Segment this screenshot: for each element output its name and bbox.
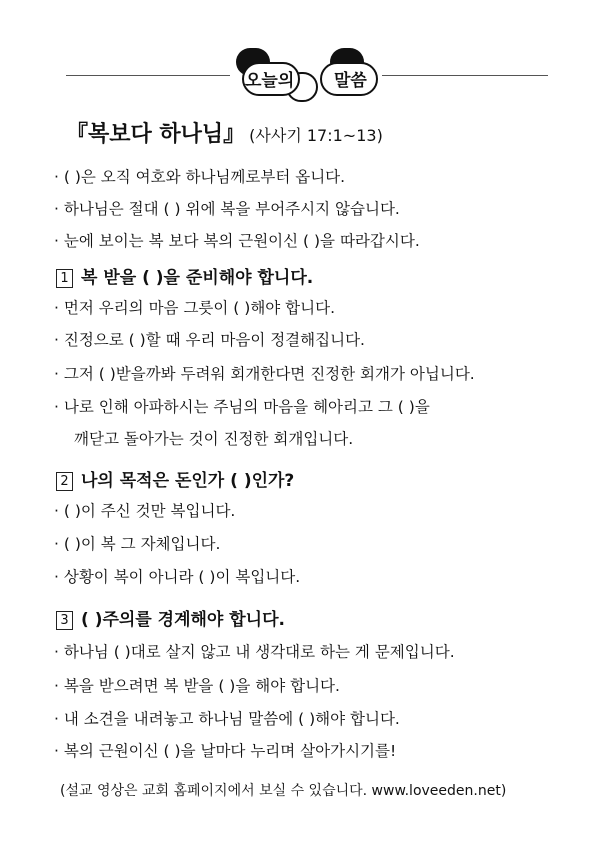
section-number-box: 1 [56, 269, 73, 288]
section-3-line: · 내 소견을 내려놓고 하나님 말씀에 ( )해야 합니다. [54, 710, 400, 728]
section-heading-text: 복 받을 ( )을 준비해야 합니다. [81, 268, 314, 288]
sermon-title-text: 『복보다 하나님』 [66, 122, 246, 147]
scripture-reference: (사사기 17:1~13) [249, 126, 383, 145]
footer-note: (설교 영상은 교회 홈페이지에서 보실 수 있습니다. www.loveeden.net) [60, 783, 507, 799]
header-rule-left [66, 75, 230, 76]
section-1-line: · 그저 ( )받을까봐 두려워 회개한다면 진정한 회개가 아닙니다. [54, 365, 475, 383]
section-3-line: · 하나님 ( )대로 살지 않고 내 생각대로 하는 게 문제입니다. [54, 643, 455, 661]
header-rule-right [382, 75, 548, 76]
section-1-line: · 진정으로 ( )할 때 우리 마음이 정결해집니다. [54, 331, 365, 349]
header-word-1: 오늘의 [245, 71, 295, 91]
header-word-2: 말씀 [334, 71, 367, 91]
section-3-line: · 복을 받으려면 복 받을 ( )을 해야 합니다. [54, 677, 340, 695]
section-2-line: · ( )이 주신 것만 복입니다. [54, 502, 236, 520]
header-ornament [222, 48, 392, 104]
section-number-box: 3 [56, 611, 73, 630]
section-1-line: · 먼저 우리의 마음 그릇이 ( )해야 합니다. [54, 299, 336, 317]
section-2-line: · ( )이 복 그 자체입니다. [54, 535, 221, 553]
section-2-heading [56, 466, 294, 491]
section-number-box: 2 [56, 472, 73, 491]
intro-line: · 눈에 보이는 복 보다 복의 근원이신 ( )을 따라갑시다. [54, 232, 420, 250]
section-2-line: · 상황이 복이 아니라 ( )이 복입니다. [54, 568, 301, 586]
section-1-heading [56, 263, 313, 288]
intro-line: · 하나님은 절대 ( ) 위에 복을 부어주시지 않습니다. [54, 200, 400, 218]
sermon-title [66, 117, 383, 148]
intro-line: · ( )은 오직 여호와 하나님께로부터 옵니다. [54, 168, 346, 186]
section-heading-text: 나의 목적은 돈인가 ( )인가? [81, 471, 295, 491]
section-1-line: 깨닫고 돌아가는 것이 진정한 회개입니다. [74, 430, 354, 448]
section-3-line: · 복의 근원이신 ( )을 날마다 누리며 살아가시기를! [54, 742, 397, 760]
section-heading-text: ( )주의를 경계해야 합니다. [81, 610, 285, 630]
section-3-heading [56, 605, 285, 630]
section-1-line: · 나로 인해 아파하시는 주님의 마음을 헤아리고 그 ( )을 [54, 398, 430, 416]
